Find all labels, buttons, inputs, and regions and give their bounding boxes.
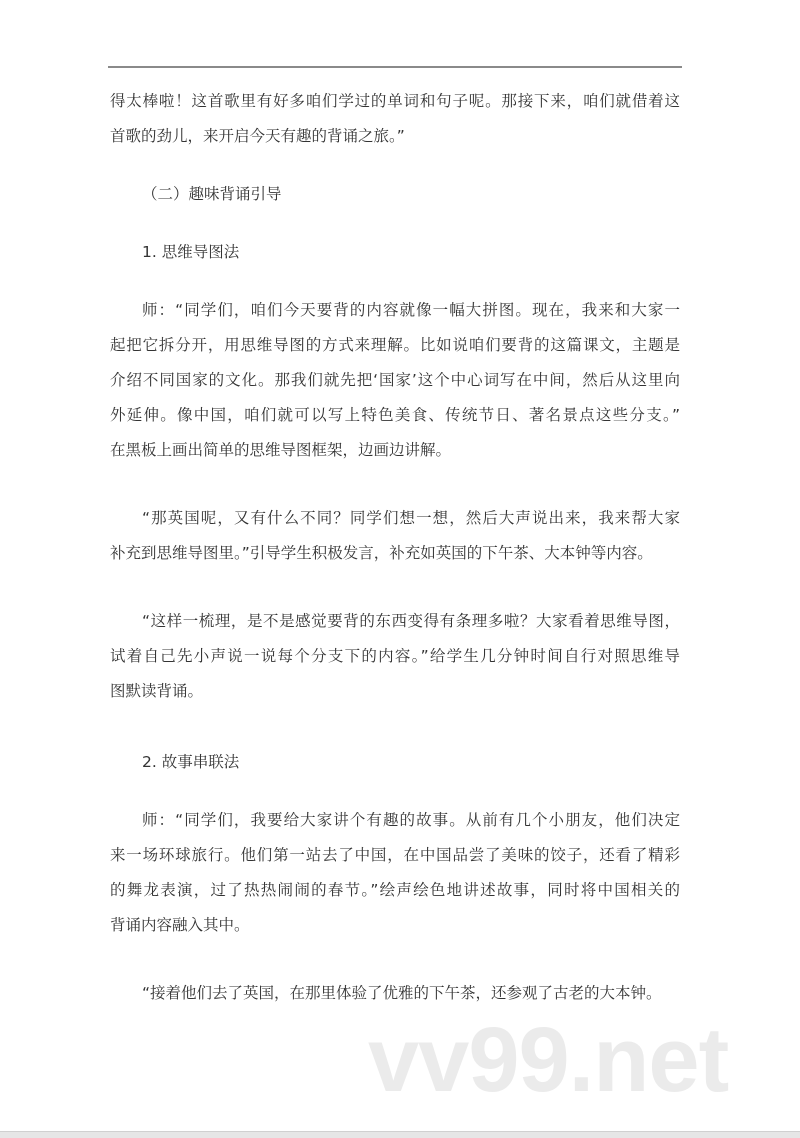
paragraph-line: 在黑板上画出简单的思维导图框架，边画边讲解。 — [110, 441, 452, 459]
paragraph-line: 图默读背诵。 — [110, 682, 204, 700]
paragraph-line: 补充到思维导图里。”引导学生积极发言，补充如英国的下午茶、大本钟等内容。 — [110, 544, 653, 562]
section-heading: （二）趣味背诵引导 — [142, 185, 282, 203]
paragraph-line: 的舞龙表演，过了热热闹闹的春节。”绘声绘色地讲述故事，同时将中国相关的 — [110, 881, 680, 899]
watermark: vv99.net — [368, 1009, 729, 1111]
paragraph-line: 背诵内容融入其中。 — [110, 916, 250, 934]
paragraph-line: 外延伸。像中国，咱们就可以写上特色美食、传统节日、著名景点这些分支。” — [110, 406, 680, 424]
paragraph-line: 首歌的劲儿，来开启今天有趣的背诵之旅。” — [110, 127, 405, 145]
paragraph-line: “接着他们去了英国，在那里体验了优雅的下午茶，还参观了古老的大本钟。 — [142, 984, 662, 1002]
paragraph-line: 介绍不同国家的文化。那我们就先把‘国家’这个中心词写在中间，然后从这里向 — [110, 371, 680, 389]
paragraph-line: 得太棒啦！这首歌里有好多咱们学过的单词和句子呢。那接下来，咱们就借着这 — [110, 92, 680, 110]
paragraph-line: “那英国呢，又有什么不同？同学们想一想，然后大声说出来，我来帮大家 — [142, 509, 680, 527]
paragraph-line: 试着自己先小声说一说每个分支下的内容。”给学生几分钟时间自行对照思维导 — [110, 647, 680, 665]
header-rule — [108, 66, 682, 68]
section-heading: 2. 故事串联法 — [142, 753, 240, 771]
section-heading: 1. 思维导图法 — [142, 243, 240, 261]
paragraph-line: 起把它拆分开，用思维导图的方式来理解。比如说咱们要背的这篇课文，主题是 — [110, 336, 680, 354]
paragraph-line: “这样一梳理，是不是感觉要背的东西变得有条理多啦？大家看着思维导图， — [142, 612, 680, 630]
paragraph-line: 师：“同学们，咱们今天要背的内容就像一幅大拼图。现在，我来和大家一 — [142, 301, 680, 319]
paragraph-line: 来一场环球旅行。他们第一站去了中国，在中国品尝了美味的饺子，还看了精彩 — [110, 846, 680, 864]
paragraph-line: 师：“同学们，我要给大家讲个有趣的故事。从前有几个小朋友，他们决定 — [142, 811, 680, 829]
